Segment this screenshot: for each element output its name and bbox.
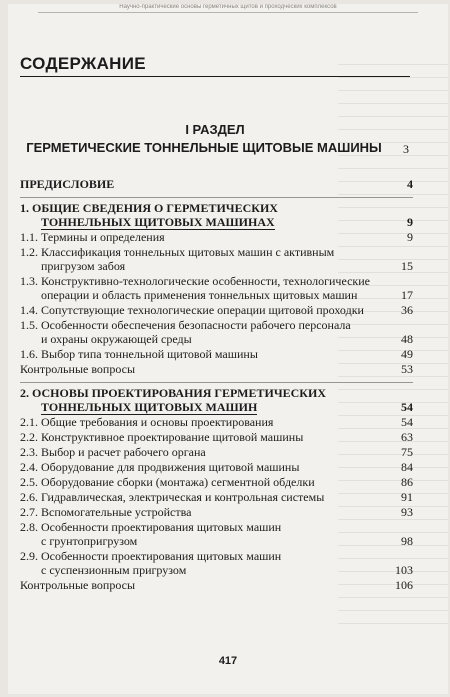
toc-entry[interactable] xyxy=(20,362,413,376)
toc-page-number: 91 xyxy=(401,490,413,504)
toc-entry-text xyxy=(20,400,385,414)
toc-entry-text: Контрольные вопросы xyxy=(20,578,136,592)
running-head: Научно-практические основы герметичных щитов и проходческих комплексов xyxy=(38,4,418,13)
toc-entry-text xyxy=(20,215,385,229)
toc-entry[interactable] xyxy=(20,386,413,414)
toc-entry[interactable] xyxy=(20,578,413,592)
toc-entry-text: 1.4. Сопутствующие технологические операции щитовой проходки xyxy=(20,303,364,317)
toc-page-number: 86 xyxy=(401,475,413,489)
toc-page-number: 9 xyxy=(407,215,413,229)
toc-page-number: 17 xyxy=(401,288,413,302)
toc-entry[interactable] xyxy=(20,549,413,577)
toc-entry-text: 1.1. Термины и определения xyxy=(20,230,165,244)
toc-entry[interactable] xyxy=(20,245,413,273)
toc-entry-text: 1.3. Конструктивно-технологические особенности, технологические xyxy=(20,274,370,288)
toc-entry-text: с грунтопригрузом xyxy=(41,534,138,548)
toc-entry-text: 2.3. Выбор и расчет рабочего органа xyxy=(20,445,206,459)
toc-page-number: 106 xyxy=(395,578,413,592)
toc-entry[interactable] xyxy=(20,460,413,474)
toc-entry[interactable] xyxy=(20,505,413,519)
page-number: 417 xyxy=(218,655,238,667)
toc-entry-text: 2.4. Оборудование для продвижения щитовой машины xyxy=(20,460,300,474)
toc-page-number: 54 xyxy=(401,400,413,414)
toc-page-number: 4 xyxy=(407,177,413,191)
toc-entry[interactable] xyxy=(20,230,413,244)
toc-page-number: 93 xyxy=(401,505,413,519)
toc-entry-text: 2.1. Общие требования и основы проектирования xyxy=(20,415,274,429)
toc-entry[interactable] xyxy=(20,520,413,548)
toc-entry-text: 2.9. Особенности проектирования щитовых машин xyxy=(20,549,282,563)
toc-entry-text: пригрузом забоя xyxy=(41,259,126,273)
toc-page-number: 63 xyxy=(401,430,413,444)
toc-entry[interactable] xyxy=(20,303,413,317)
toc-entry-underlined: ТОННЕЛЬНЫХ ЩИТОВЫХ МАШИН xyxy=(41,400,258,414)
toc-entry[interactable] xyxy=(20,415,413,429)
toc-entry-text: и охраны окружающей среды xyxy=(41,332,192,346)
toc-page-number: 98 xyxy=(401,534,413,548)
toc-page-number: 54 xyxy=(401,415,413,429)
section-title: ГЕРМЕТИЧЕСКИЕ ТОННЕЛЬНЫЕ ЩИТОВЫЕ МАШИНЫ xyxy=(26,140,382,155)
toc-separator xyxy=(20,197,413,198)
toc-list xyxy=(20,177,413,593)
toc-page-number: 15 xyxy=(401,259,413,273)
toc-entry[interactable] xyxy=(20,445,413,459)
toc-entry-text: 2.5. Оборудование сборки (монтажа) сегментной обделки xyxy=(20,475,315,489)
toc-entry[interactable] xyxy=(20,201,413,229)
section-heading xyxy=(20,121,410,157)
toc-page-number: 9 xyxy=(407,230,413,244)
toc-entry-text: 1.6. Выбор типа тоннельной щитовой машины xyxy=(20,347,258,361)
toc-entry-text: 2.6. Гидравлическая, электрическая и контрольная системы xyxy=(20,490,325,504)
toc-page-number: 84 xyxy=(401,460,413,474)
toc-separator xyxy=(20,382,413,383)
toc-entry-text: 2.8. Особенности проектирования щитовых машин xyxy=(20,520,282,534)
toc-entry-text: 2.7. Вспомогательные устройства xyxy=(20,505,192,519)
toc-entry-underlined: ТОННЕЛЬНЫХ ЩИТОВЫХ МАШИНАХ xyxy=(41,215,275,229)
toc-entry[interactable] xyxy=(20,490,413,504)
section-page-number: 3 xyxy=(403,142,409,156)
toc-entry-text: 1.5. Особенности обеспечения безопасности рабочего персонала xyxy=(20,318,351,332)
toc-entry-text: ПРЕДИСЛОВИЕ xyxy=(20,177,115,191)
toc-entry-text: с суспензионным пригрузом xyxy=(41,563,187,577)
section-number: I РАЗДЕЛ xyxy=(185,122,245,137)
toc-page-number: 103 xyxy=(395,563,413,577)
toc-entry[interactable] xyxy=(20,177,413,191)
toc-entry[interactable] xyxy=(20,475,413,489)
toc-entry[interactable] xyxy=(20,347,413,361)
toc-entry-text: 2. ОСНОВЫ ПРОЕКТИРОВАНИЯ ГЕРМЕТИЧЕСКИХ xyxy=(20,386,326,400)
toc-entry[interactable] xyxy=(20,430,413,444)
page-title: СОДЕРЖАНИЕ xyxy=(20,54,410,77)
toc-entry-text: 2.2. Конструктивное проектирование щитовой машины xyxy=(20,430,304,444)
book-page xyxy=(8,4,448,694)
toc-entry[interactable] xyxy=(20,274,413,302)
toc-entry-text: 1. ОБЩИЕ СВЕДЕНИЯ О ГЕРМЕТИЧЕСКИХ xyxy=(20,201,278,215)
toc-entry[interactable] xyxy=(20,318,413,346)
toc-page-number: 49 xyxy=(401,347,413,361)
toc-page-number: 75 xyxy=(401,445,413,459)
toc-entry-text: операции и область применения тоннельных щитовых машин xyxy=(41,288,358,302)
toc-page-number: 53 xyxy=(401,362,413,376)
toc-entry-text: 1.2. Классификация тоннельных щитовых машин с активным xyxy=(20,245,335,259)
toc-entry-text: Контрольные вопросы xyxy=(20,362,136,376)
toc-page-number: 36 xyxy=(401,303,413,317)
toc-page-number: 48 xyxy=(401,332,413,346)
